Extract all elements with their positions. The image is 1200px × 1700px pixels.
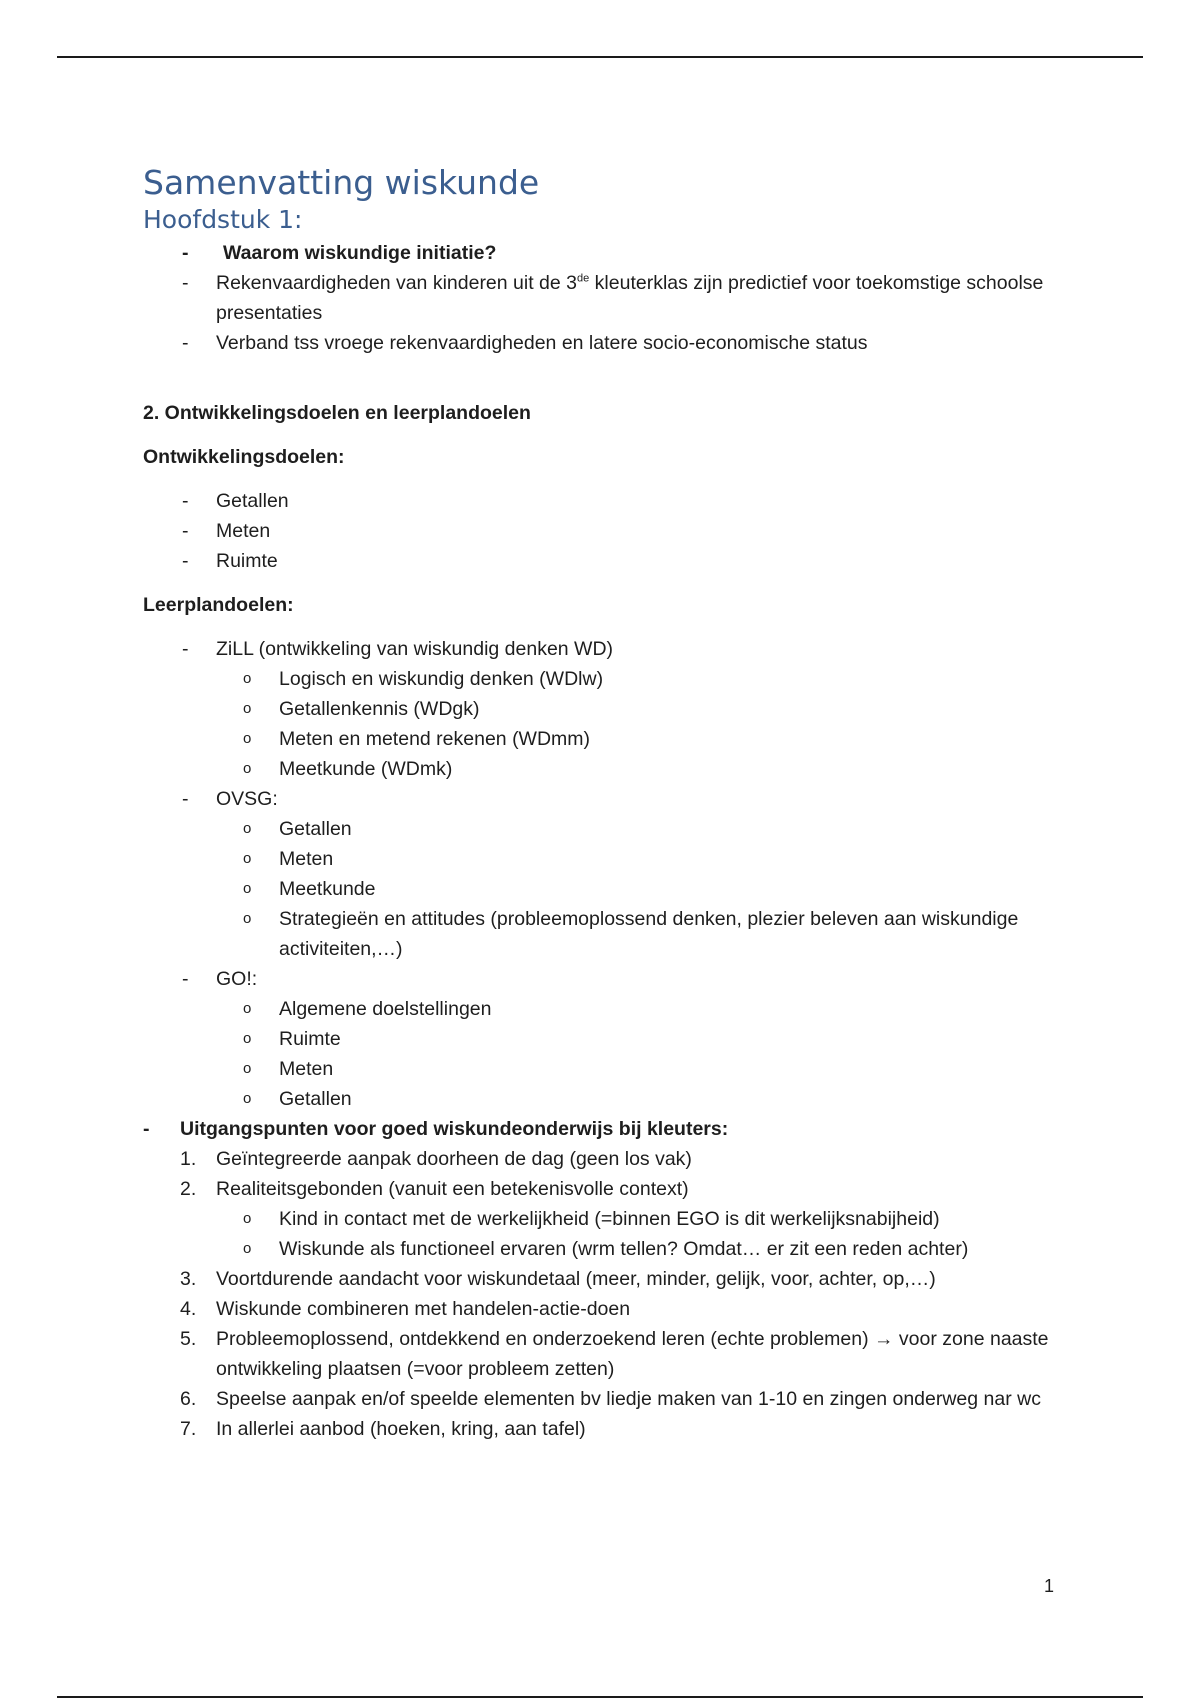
sub-list-item: o Wiskunde als functioneel ervaren (wrm tellen? Omdat… er zit een reden achter) [243, 1238, 969, 1260]
subsection-heading: Ontwikkelingsdoelen: [143, 446, 345, 468]
list-item: - GO!: [182, 968, 258, 990]
numbered-item: 5. Probleemoplossend, ontdekkend en onderzoekend leren (echte problemen) → voor zone naaste ontwikkeling plaatsen (=voor probleem zetten) [180, 1328, 1049, 1380]
list-item: - OVSG: [182, 788, 278, 810]
list-item: - Verband tss vroege rekenvaardigheden en latere socio-economische status [143, 328, 1063, 358]
numbered-item: 3. Voortdurende aandacht voor wiskundetaal (meer, minder, gelijk, voor, achter, op,…) [180, 1268, 936, 1290]
sub-list-item: o Getallenkennis (WDgk) [243, 698, 480, 720]
numbered-item: 2. Realiteitsgebonden (vanuit een betekenisvolle context) [180, 1178, 689, 1200]
list-item: - ZiLL (ontwikkeling van wiskundig denken WD) [182, 638, 614, 660]
page-bottom-rule [57, 1696, 1143, 1698]
numbered-item: 7. In allerlei aanbod (hoeken, kring, aan tafel) [180, 1418, 586, 1440]
list-item: - Getallen [182, 490, 289, 512]
chapter-heading: Hoofdstuk 1: [143, 205, 303, 234]
dash-bullet: - [182, 242, 189, 264]
sub-list-item: o Meten en metend rekenen (WDmm) [243, 728, 591, 750]
dash-bullet: - [182, 332, 189, 354]
sub-list-item: o Meetkunde (WDmk) [243, 758, 453, 780]
sub-list-item: o Meten [243, 1058, 334, 1080]
sub-list-item: o Getallen [243, 1088, 352, 1110]
sub-list-item: o Algemene doelstellingen [243, 998, 492, 1020]
document-page [143, 162, 1063, 1444]
numbered-item: 4. Wiskunde combineren met handelen-actie-doen [180, 1298, 631, 1320]
subsection-heading: Leerplandoelen: [143, 594, 294, 616]
sub-list-item: o Ruimte [243, 1028, 341, 1050]
numbered-item: 1. Geïntegreerde aanpak doorheen de dag (geen los vak) [180, 1148, 692, 1170]
sub-list-item: o Getallen [243, 818, 352, 840]
list-item: - Meten [182, 520, 271, 542]
list-item: - Ruimte [182, 550, 278, 572]
dash-bullet: - [182, 272, 189, 294]
list-item: - Waarom wiskundige initiatie? [143, 238, 1063, 268]
numbered-item: 6. Speelse aanpak en/of speelde elementen bv liedje maken van 1-10 en zingen onderweg nar wc [180, 1388, 1041, 1410]
sub-list-item: o Logisch en wiskundig denken (WDlw) [243, 668, 604, 690]
document-title: Samenvatting wiskunde [143, 163, 540, 202]
sub-list-item: o Strategieën en attitudes (probleemoplossend denken, plezier beleven aan wiskundige activiteiten,…) [243, 908, 1019, 960]
list-item-heading: - Uitgangspunten voor goed wiskundeonderwijs bij kleuters: [143, 1118, 729, 1140]
sub-list-item: o Meetkunde [243, 878, 376, 900]
page-top-rule [57, 56, 1143, 58]
sub-list-item: o Meten [243, 848, 334, 870]
page-number: 1 [1044, 1576, 1055, 1596]
sub-list-item: o Kind in contact met de werkelijkheid (=binnen EGO is dit werkelijksnabijheid) [243, 1208, 940, 1230]
section-heading: 2. Ontwikkelingsdoelen en leerplandoelen [143, 402, 531, 424]
list-item: - Rekenvaardigheden van kinderen uit de 3de kleuterklas zijn predictief voor toekomstige schoolse presentaties [143, 268, 1063, 328]
